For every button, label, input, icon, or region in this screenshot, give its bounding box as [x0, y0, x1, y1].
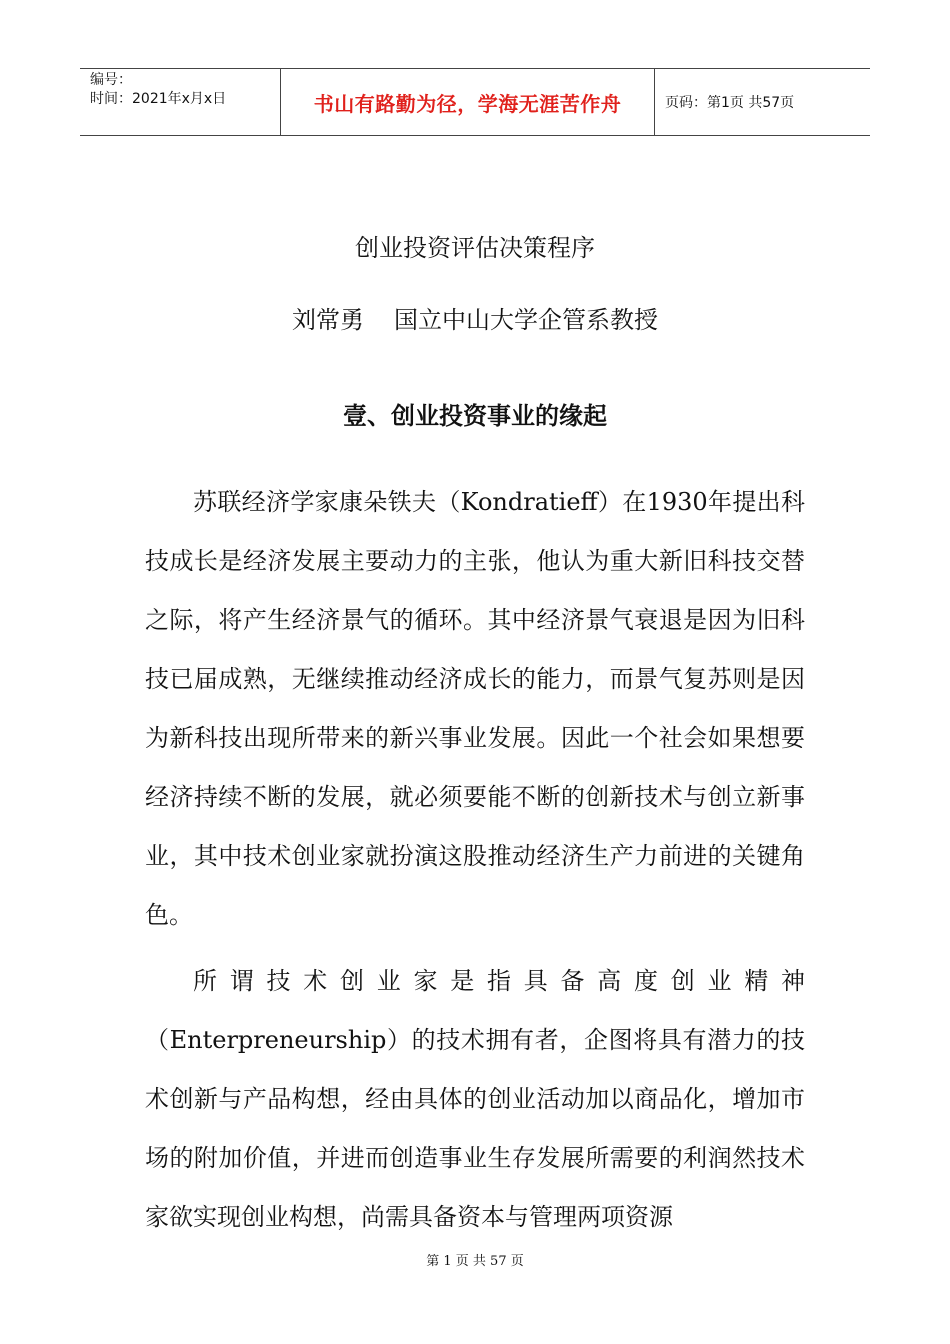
- header-motto-cell: [281, 69, 655, 135]
- page-info: 页码：第1页 共57页: [665, 95, 795, 111]
- author-affiliation: 国立中山大学企管系教授: [394, 306, 658, 334]
- motto: 书山有路勤为径，学海无涯苦作舟: [313, 91, 622, 116]
- document-title: 创业投资评估决策程序: [355, 234, 595, 262]
- header-meta: [80, 69, 281, 135]
- page-footer: 第 1 页 共 57 页: [426, 1254, 524, 1269]
- paragraph-2-body: （Enterpreneurship）的技术拥有者，企图将具有潜力的技术创新与产品构想，经由具体的创业活动加以商品化，增加市场的附加价值，并进而创造事业生存发展所需要的利润然技术家欲实现创业构想，尚需具备资本与管理两项资源: [145, 1026, 805, 1231]
- section-heading: 壹、创业投资事业的缘起: [343, 401, 607, 430]
- page-header: [80, 68, 870, 136]
- author-line: [0, 300, 950, 335]
- paragraph-2: [145, 952, 805, 1247]
- number-label: 编号：: [90, 72, 132, 88]
- date-label: 时间：2021年x月x日: [90, 91, 227, 107]
- paragraph-2-first-line: 所谓技术创业家是指具备高度创业精神: [193, 967, 805, 995]
- paragraph-1: 苏联经济学家康朵铁夫（Kondratieff）在1930年提出科技成长是经济发展主要动力的主张，他认为重大新旧科技交替之际，将产生经济景气的循环。其中经济景气衰退是因为旧科技已届成熟，无继续推动经济成长的能力，而景气复苏则是因为新科技出现所带来的新兴事业发展。因此一个社会如果想要经济持续不断的发展，就必须要能不断的创新技术与创立新事业，其中技术创业家就扮演这股推动经济生产力前进的关键角色。: [145, 488, 805, 929]
- author-name: 刘常勇: [292, 306, 364, 334]
- header-page-info-cell: [655, 69, 870, 135]
